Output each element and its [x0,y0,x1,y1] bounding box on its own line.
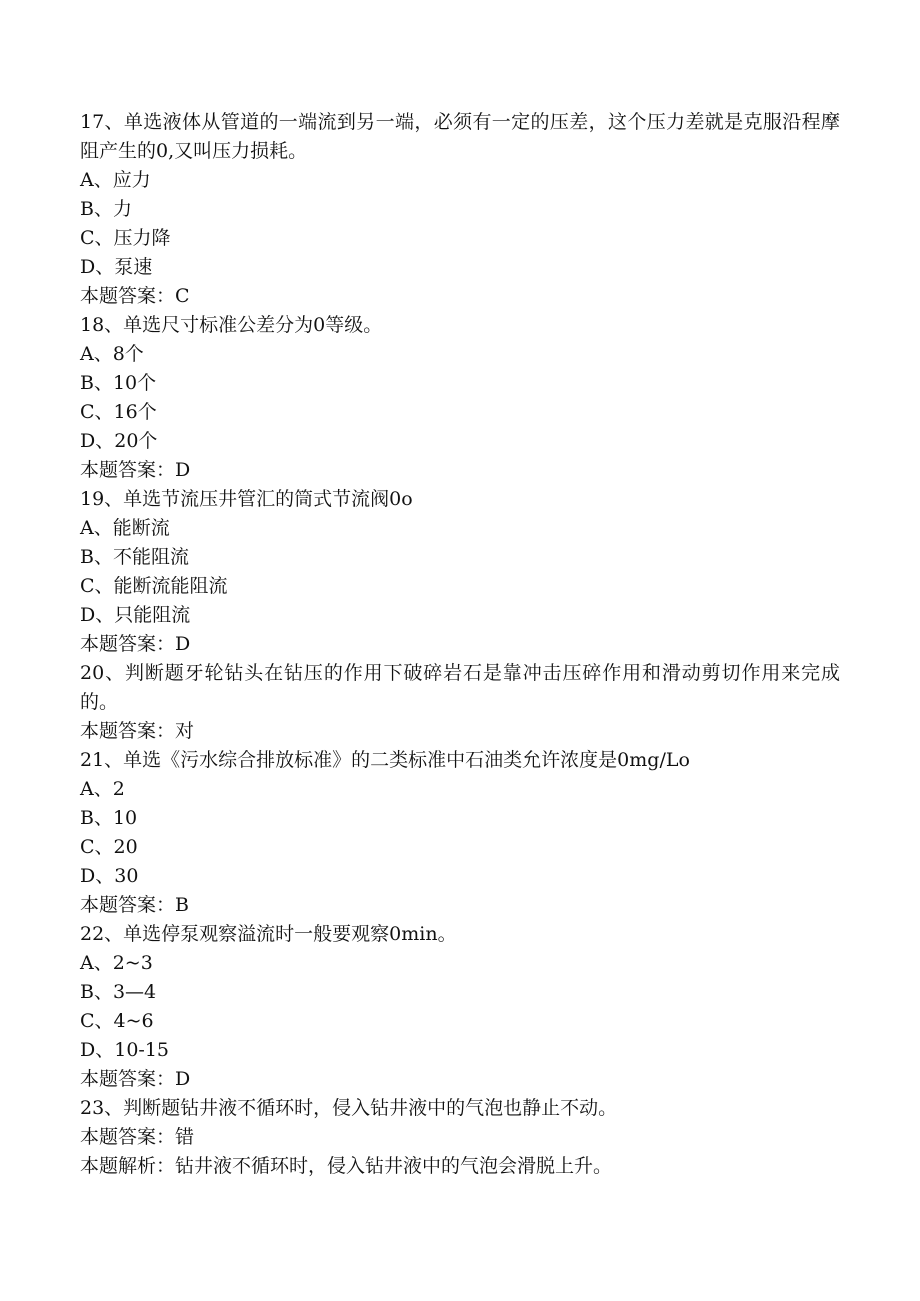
answer-line: 本题答案：D [80,459,191,481]
option-c: C、20 [80,836,138,858]
option-a: A、2~3 [80,952,153,974]
option-d: D、20个 [80,430,158,452]
question-20 [80,659,840,746]
option-d: D、30 [80,865,139,887]
option-a: A、应力 [80,169,151,191]
answer-line: 本题答案：对 [80,720,195,742]
question-stem: 23、判断题钻井液不循环时，侵入钻井液中的气泡也静止不动。 [80,1097,618,1119]
question-22 [80,920,840,1094]
answer-line: 本题答案：C [80,285,190,307]
question-23 [80,1094,840,1181]
question-19 [80,485,840,659]
option-d: D、泵速 [80,256,153,278]
option-b: B、力 [80,198,132,220]
option-c: C、4~6 [80,1010,154,1032]
document-page [80,108,840,1181]
question-stem: 17、单选液体从管道的一端流到另一端，必须有一定的压差，这个压力差就是克服沿程摩阻产生的0,又叫压力损耗。 [80,111,840,162]
question-18 [80,311,840,485]
answer-line: 本题答案：D [80,1068,191,1090]
option-c: C、压力降 [80,227,171,249]
option-d: D、只能阻流 [80,604,191,626]
answer-line: 本题答案：D [80,633,191,655]
question-17 [80,108,840,311]
option-b: B、3—4 [80,981,157,1003]
question-stem: 21、单选《污水综合排放标准》的二类标准中石油类允许浓度是0mg/Lo [80,749,690,771]
option-a: A、8个 [80,343,144,365]
answer-line: 本题答案：B [80,894,189,916]
question-stem: 19、单选节流压井管汇的筒式节流阀0o [80,488,413,510]
answer-line: 本题答案：错 [80,1126,195,1148]
analysis-line: 本题解析：钻井液不循环时，侵入钻井液中的气泡会滑脱上升。 [80,1155,613,1177]
question-stem: 20、判断题牙轮钻头在钻压的作用下破碎岩石是靠冲击压碎作用和滑动剪切作用来完成的。 [80,662,840,713]
option-d: D、10-15 [80,1039,170,1061]
option-b: B、10 [80,807,138,829]
question-stem: 18、单选尺寸标准公差分为0等级。 [80,314,383,336]
question-21 [80,746,840,920]
option-c: C、能断流能阻流 [80,575,228,597]
question-stem: 22、单选停泵观察溢流时一般要观察0min。 [80,923,457,945]
option-a: A、2 [80,778,125,800]
option-a: A、能断流 [80,517,170,539]
option-b: B、不能阻流 [80,546,189,568]
option-b: B、10个 [80,372,157,394]
option-c: C、16个 [80,401,157,423]
